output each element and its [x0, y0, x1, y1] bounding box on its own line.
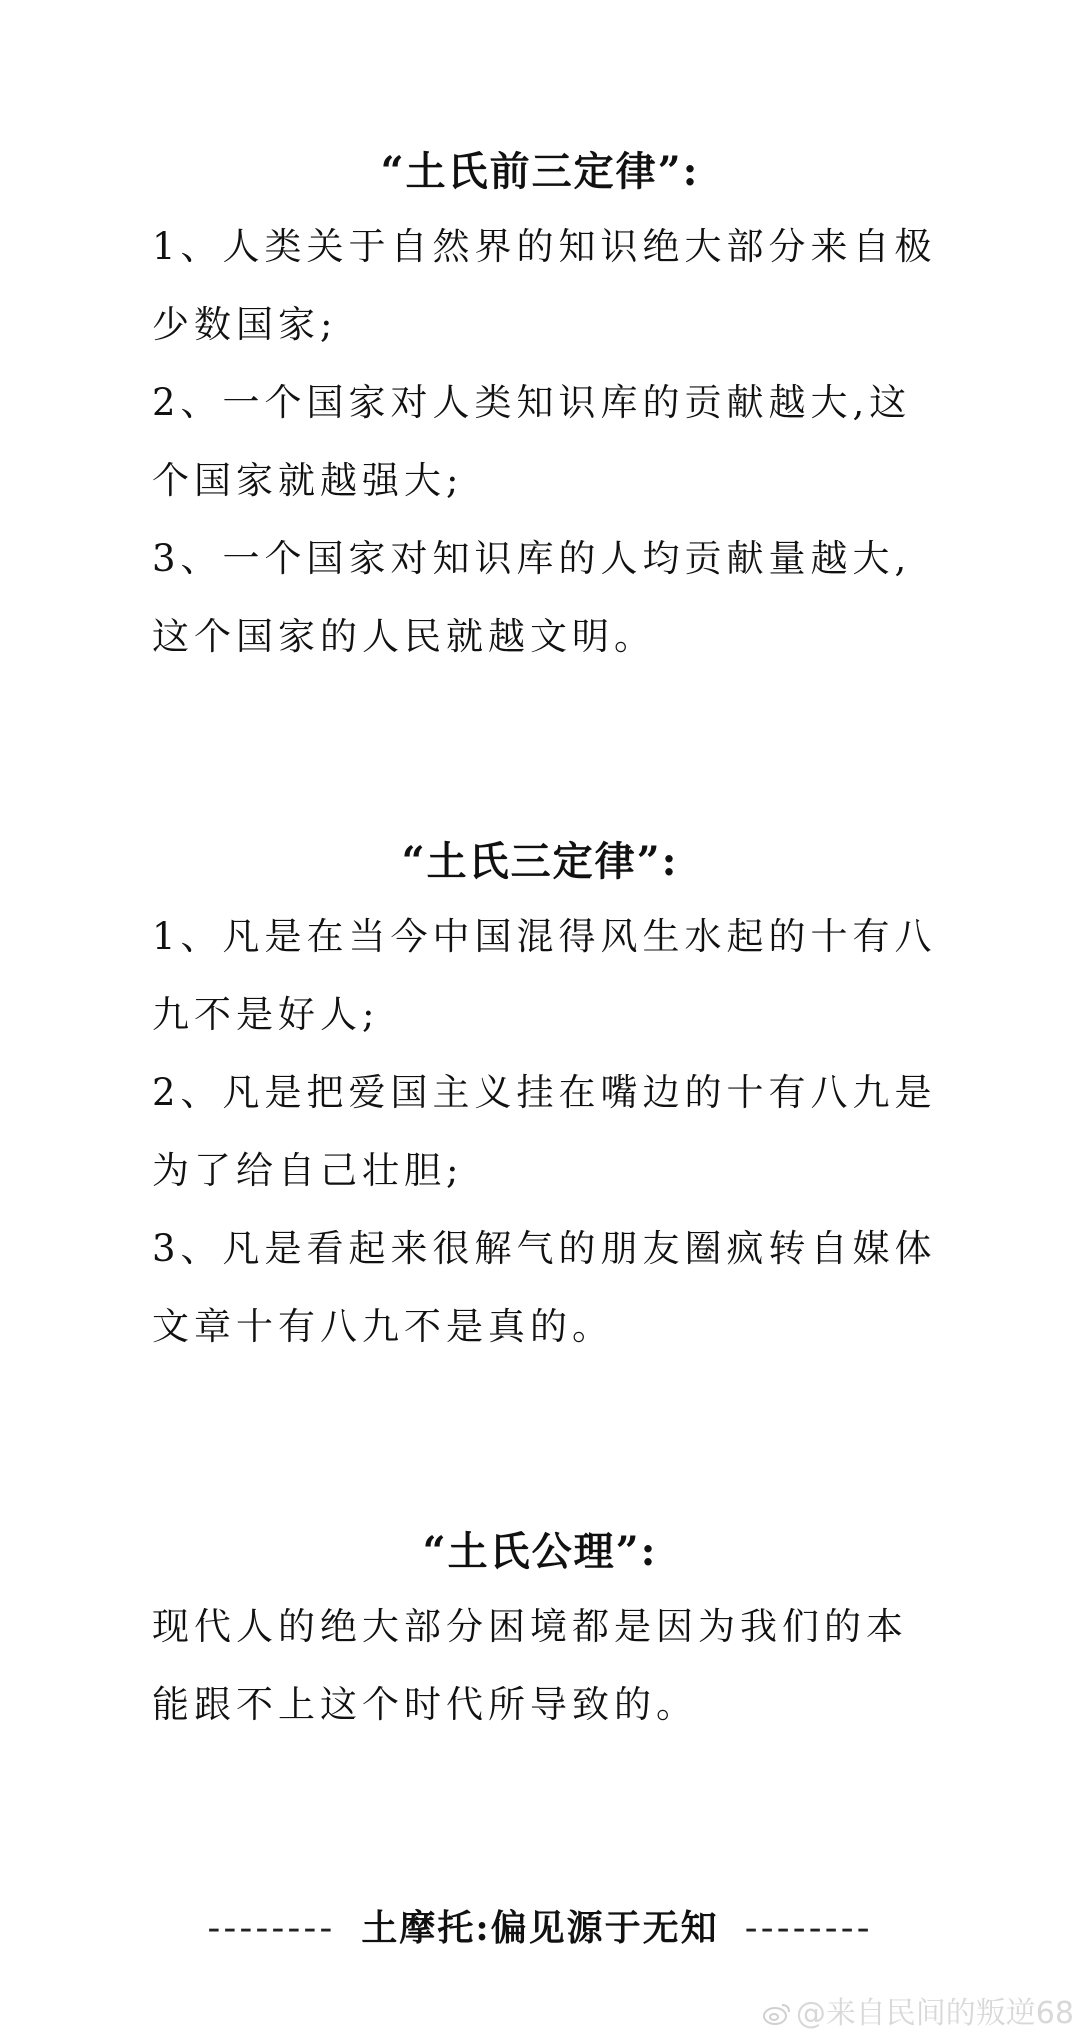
section-title-3: “土氏公理”:: [422, 1528, 658, 1575]
law-item-2-3: 3、凡是看起来很解气的朋友圈疯转自媒体文章十有八九不是真的。: [152, 1227, 937, 1348]
footer-motto: 土摩托:偏见源于无知: [361, 1907, 719, 1949]
law-item-1-3: 3、一个国家对知识库的人均贡献量越大,这个国家的人民就越文明。: [152, 537, 912, 658]
section-title-2: “土氏三定律”:: [401, 838, 679, 885]
footer-dashes-left: --------: [207, 1908, 336, 1949]
axiom-text: 现代人的绝大部分困境都是因为我们的本能跟不上这个时代所导致的。: [152, 1605, 908, 1726]
law-item-2-2: 2、凡是把爱国主义挂在嘴边的十有八九是为了给自己壮胆;: [152, 1071, 937, 1192]
footer-motto-line: [0, 1900, 1080, 1951]
footer-dashes-right: --------: [744, 1908, 873, 1949]
law-item-1-1: 1、人类关于自然界的知识绝大部分来自极少数国家;: [152, 225, 937, 346]
weibo-icon: [762, 2000, 792, 2030]
section-title-1: “土氏前三定律”:: [380, 148, 700, 195]
weibo-watermark: [762, 1988, 1074, 2032]
law-item-1-2: 2、一个国家对人类知识库的贡献越大,这个国家就越强大;: [152, 381, 912, 502]
watermark-text: @来自民间的叛逆68: [795, 1996, 1074, 2031]
law-item-2-1: 1、凡是在当今中国混得风生水起的十有八九不是好人;: [152, 915, 937, 1036]
